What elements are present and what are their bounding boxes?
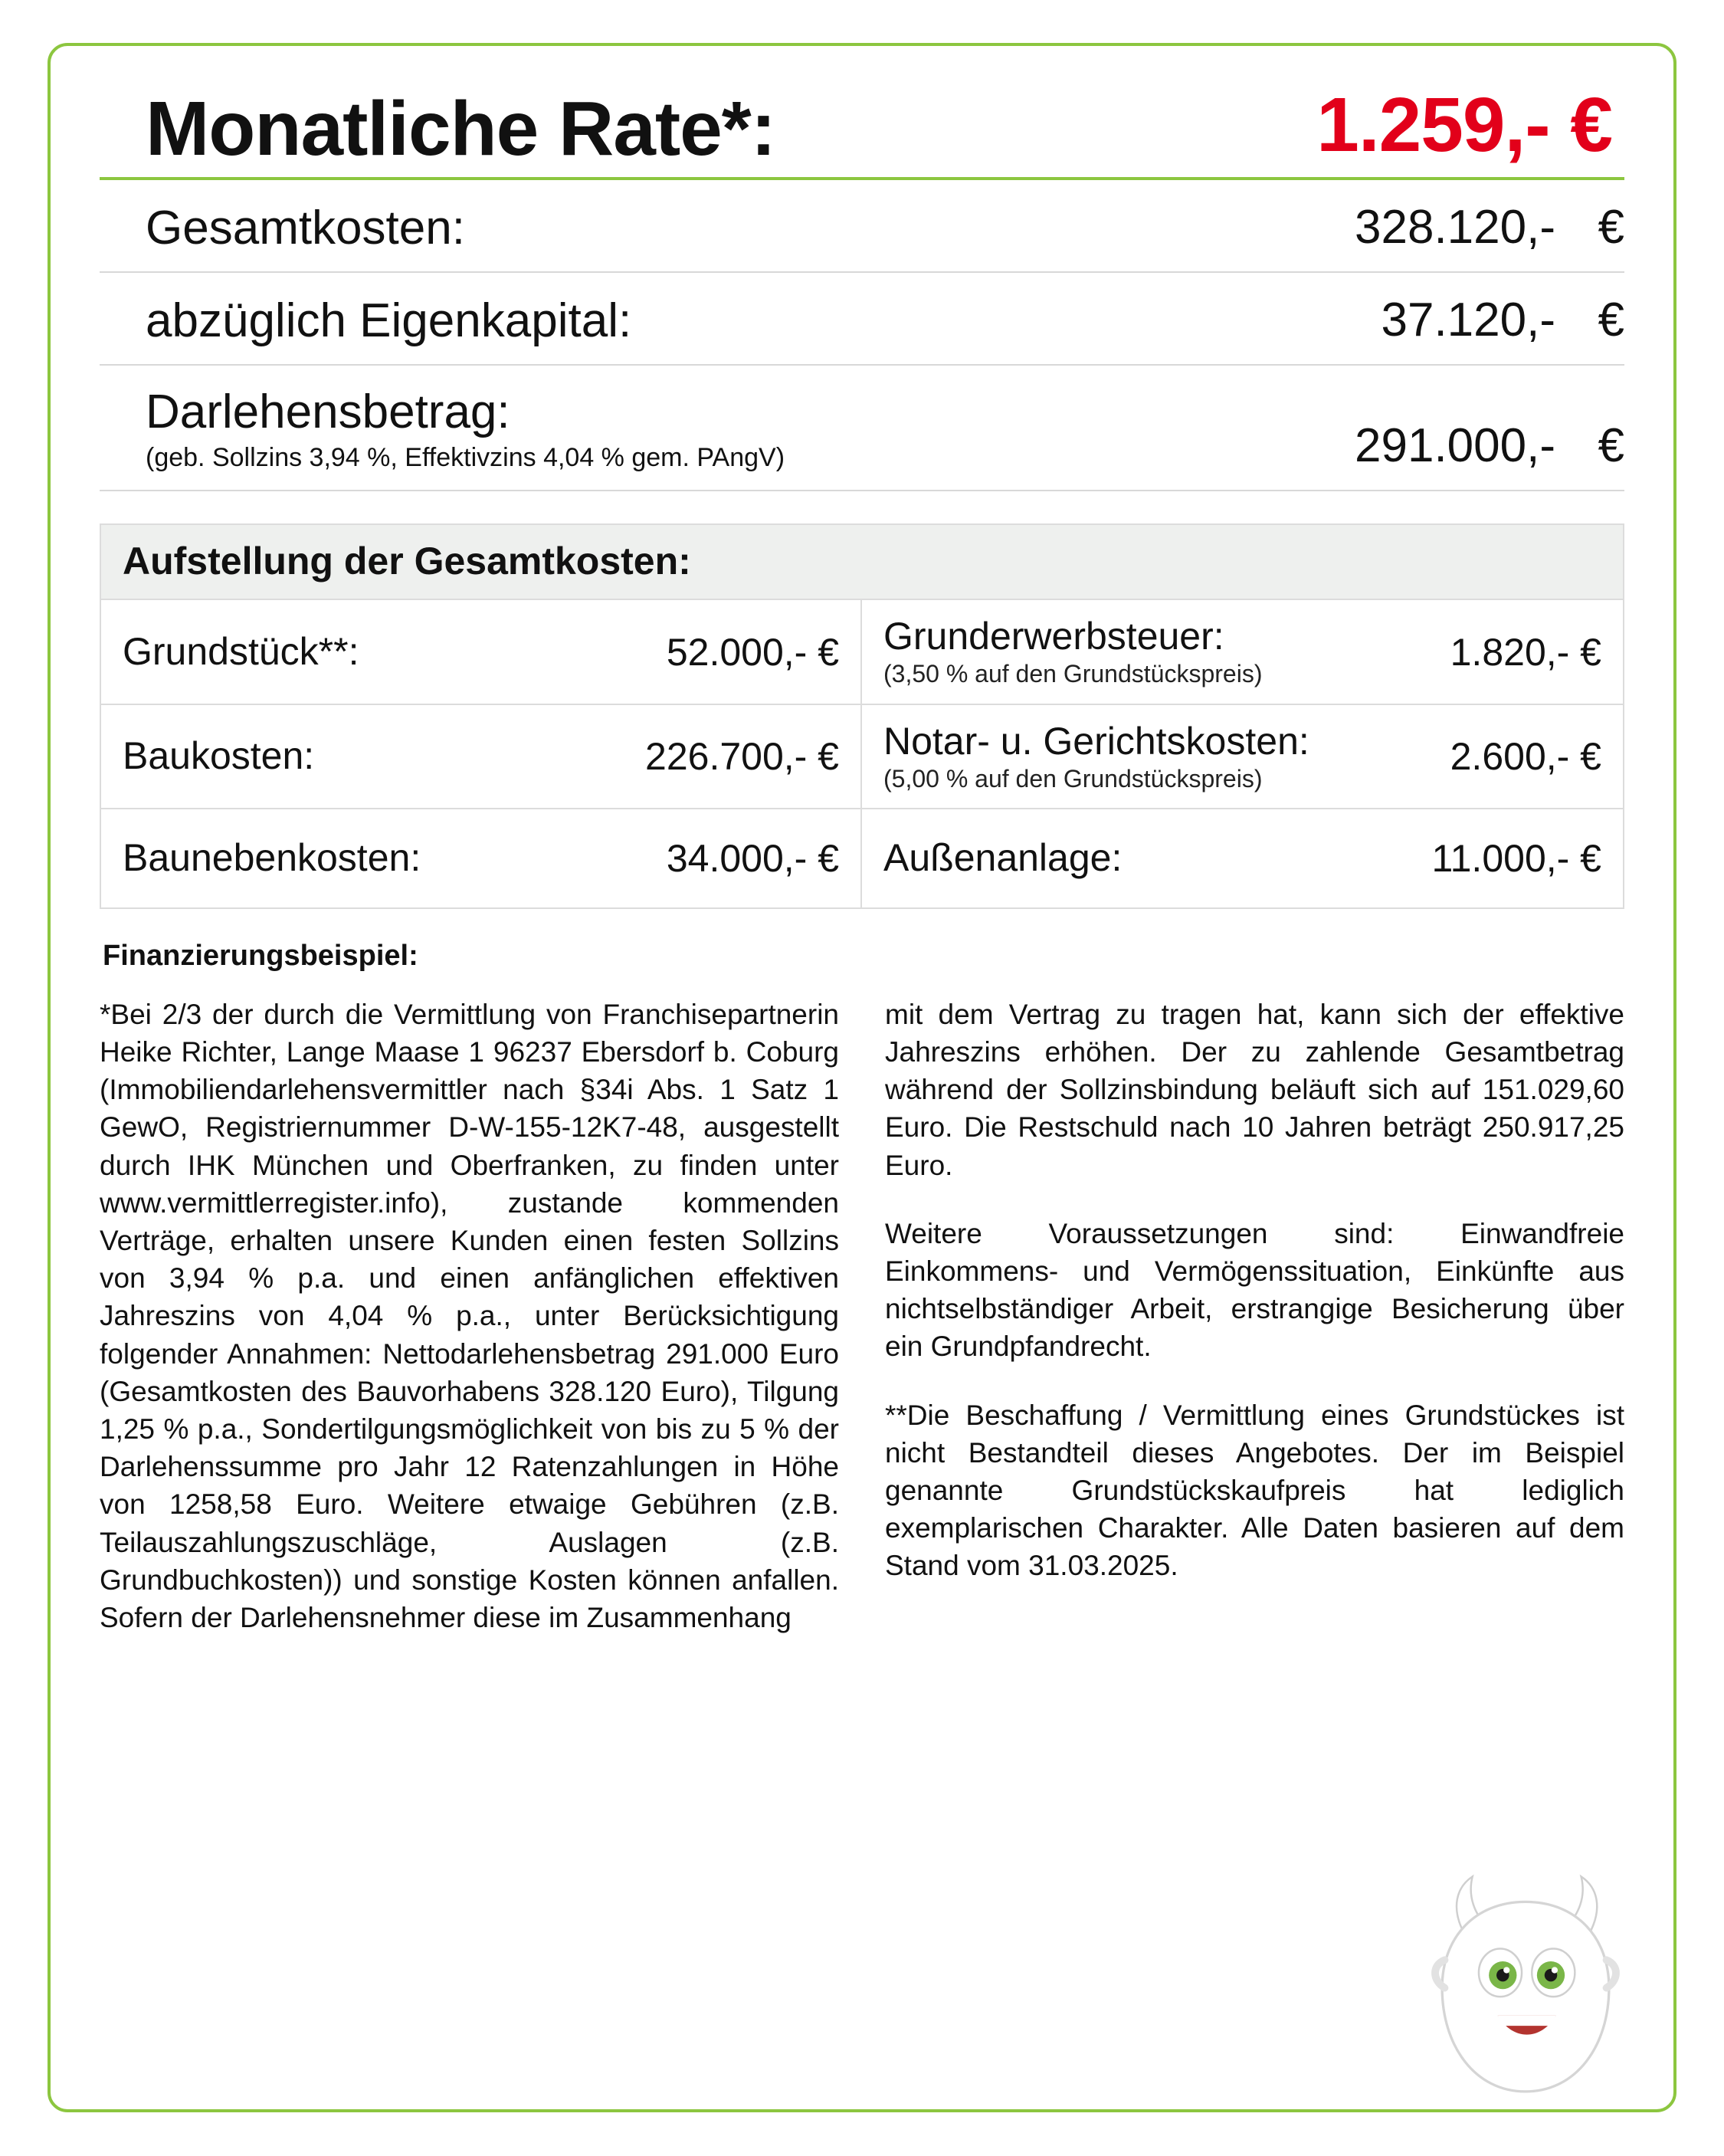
breakdown-item-name: Grunderwerbsteuer: (883, 615, 1224, 658)
breakdown-item-value: 34.000,- € (666, 836, 839, 880)
breakdown-item-value: 52.000,- € (666, 630, 839, 674)
equity-value (1195, 293, 1624, 347)
breakdown-item-name: Notar- u. Gerichtskosten: (883, 719, 1309, 763)
footnotes-title: Finanzierungsbeispiel: (103, 939, 418, 972)
breakdown-item-value: 226.700,- € (645, 734, 839, 778)
total-cost-value (1195, 200, 1624, 254)
breakdown-item-value: 1.820,- € (1450, 630, 1601, 674)
breakdown-item-label (883, 720, 1309, 793)
breakdown-item-outdoor (862, 809, 1623, 907)
monthly-rate-row (100, 81, 1624, 180)
footnote-paragraph: mit dem Vertrag zu tragen hat, kann sich der effektive Jahreszins erhöhen. Der zu zahlende Gesamtbetrag während der Sollzinsbindung beläuft sich auf 151.029,60 Euro. Die Restschuld nach 10 Jahren beträgt 250.917,25 Euro. (885, 998, 1624, 1181)
breakdown-item-value: 2.600,- € (1450, 734, 1601, 778)
footnotes-left-column (100, 996, 839, 1636)
monthly-rate-value: 1.259,- € (1316, 82, 1612, 168)
equity-label: abzüglich Eigenkapital: (146, 294, 632, 347)
footnotes (100, 996, 1624, 1636)
breakdown-item-incidentals (101, 809, 862, 907)
monthly-rate-label: Monatliche Rate*: (146, 86, 776, 172)
footnote-paragraph: Weitere Voraussetzungen sind: Einwandfreie Einkommens- und Vermögenssituation, Einkünfte aus nichtselbständiger Arbeit, erstrangige Besicherung über ein Grundpfandrecht. (885, 1217, 1624, 1363)
yeti-mascot-icon (1399, 1856, 1652, 2109)
breakdown-item-label: Baunebenkosten: (123, 836, 421, 880)
loan-amount-label: Darlehensbetrag: (146, 386, 510, 438)
total-cost-currency: € (1598, 201, 1624, 254)
loan-amount-label-group (146, 386, 785, 473)
footnotes-right-column (885, 996, 1624, 1636)
equity-currency: € (1598, 294, 1624, 346)
cost-breakdown-grid (101, 600, 1623, 907)
total-cost-row (100, 180, 1624, 273)
loan-amount-amount: 291.000,- (1355, 419, 1555, 473)
loan-amount-value (1195, 418, 1624, 473)
cost-breakdown (100, 523, 1624, 908)
breakdown-item-label: Baukosten: (123, 734, 315, 778)
equity-row (100, 273, 1624, 366)
breakdown-item-label: Außenanlage: (883, 836, 1123, 880)
total-cost-label: Gesamtkosten: (146, 201, 465, 254)
breakdown-item-plot (101, 600, 862, 704)
breakdown-item-building (101, 705, 862, 809)
breakdown-item-label (883, 615, 1262, 687)
breakdown-item-label: Grundstück**: (123, 630, 359, 674)
breakdown-item-sub: (3,50 % auf den Grundstückspreis) (883, 660, 1263, 688)
financing-card (48, 43, 1676, 2112)
breakdown-item-notary (862, 705, 1623, 809)
loan-amount-note: (geb. Sollzins 3,94 %, Effektivzins 4,04 % gem. PAngV) (146, 443, 785, 473)
breakdown-item-value: 11.000,- € (1431, 836, 1601, 880)
equity-amount: 37.120,- (1381, 294, 1555, 346)
footnote-paragraph: *Bei 2/3 der durch die Vermittlung von Franchisepartnerin Heike Richter, Lange Maase 1 96237 Ebersdorf b. Coburg (Immobiliendarlehensvermittler nach §34i Abs. 1 Satz 1 GewO, Registriernummer D-W-155-12K7-48, ausgestellt durch IHK München und Oberfranken, zu finden unter www.vermittlerregister.info), zustande kommenden Verträge, erhalten unsere Kunden einen festen Sollzins von 3,94 % p.a. und einen anfänglichen effektiven Jahreszins von 4,04 % p.a., unter Berücksichtigung folgender Annahmen: Nettodarlehensbetrag 291.000 Euro (Gesamtkosten des Bauvorhabens 328.120 Euro), Tilgung 1,25 % p.a., Sondertilgungsmöglichkeit von bis zu 5 % der Darlehenssumme pro Jahr 12 Ratenzahlungen in Höhe von 1258,58 Euro. Weitere etwaige Gebühren (z.B. Teilauszahlungszuschläge, Auslagen (z.B. Grundbuchkosten)) und sonstige Kosten können anfallen. Sofern der Darlehensnehmer diese im Zusammenhang (100, 998, 839, 1634)
loan-amount-currency: € (1598, 419, 1624, 473)
cost-breakdown-title: Aufstellung der Gesamtkosten: (101, 525, 1623, 600)
footnote-paragraph: **Die Beschaffung / Vermittlung eines Grundstückes ist nicht Bestandteil dieses Angebotes. Der im Beispiel genannte Grundstückskaufpreis hat lediglich exemplarischen Charakter. Alle Daten basieren auf dem Stand vom 31.03.2025. (885, 1399, 1624, 1582)
breakdown-item-sub: (5,00 % auf den Grundstückspreis) (883, 764, 1263, 793)
breakdown-item-transfer-tax (862, 600, 1623, 704)
total-cost-amount: 328.120,- (1355, 201, 1555, 254)
loan-amount-row (100, 366, 1624, 491)
